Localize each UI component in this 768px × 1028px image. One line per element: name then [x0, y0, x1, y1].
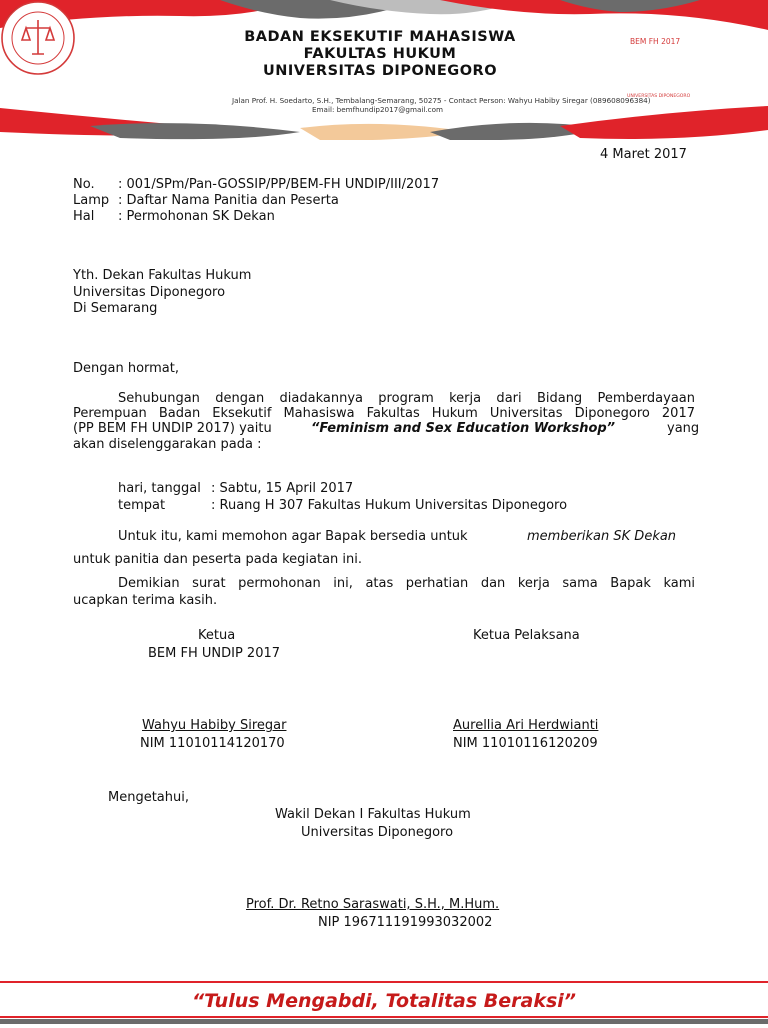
sig-right-title1: Ketua Pelaksana	[473, 628, 580, 643]
event-label-date: hari, tanggal	[118, 481, 201, 496]
recipient-line3: Di Semarang	[73, 301, 158, 316]
org-email: Email: bemfhundip2017@gmail.com	[312, 105, 444, 114]
letter-date: 4 Maret 2017	[600, 147, 687, 162]
dean-name: Prof. Dr. Retno Saraswati, S.H., M.Hum.	[246, 897, 500, 912]
event-value-date: : Sabtu, 15 April 2017	[211, 481, 354, 496]
para1-line3-end: yang	[667, 421, 700, 436]
dean-title1: Wakil Dekan I Fakultas Hukum	[275, 807, 471, 822]
dean-title2: Universitas Diponegoro	[301, 825, 454, 840]
undip-logo-text-bottom: SEMARANG	[96, 92, 135, 99]
greeting: Dengan hormat,	[73, 361, 180, 376]
recipient-line1: Yth. Dekan Fakultas Hukum	[73, 268, 252, 283]
meta-label-no: No.	[73, 177, 95, 192]
recipient-line2: Universitas Diponegoro	[73, 285, 226, 300]
para2-line1: Untuk itu, kami memohon agar Bapak bersedia untuk	[118, 529, 468, 544]
org-name-line3: UNIVERSITAS DIPONEGORO	[262, 63, 498, 79]
para1-line3: (PP BEM FH UNDIP 2017) yaitu	[73, 421, 272, 436]
para3-line2: ucapkan terima kasih.	[73, 593, 218, 608]
para1-line1: Sehubungan dengan diadakannya program kerja dari Bidang Pemberdayaan	[118, 391, 695, 406]
dean-nip: NIP 196711191993032002	[318, 915, 493, 930]
para1-line2: Perempuan Badan Eksekutif Mahasiswa Fakultas Hukum Universitas Diponegoro 2017	[73, 406, 695, 421]
bem-fh-logo	[0, 0, 76, 76]
acknowledge-label: Mengetahui,	[108, 790, 189, 805]
para2-line2: untuk panitia dan peserta pada kegiatan ini.	[73, 552, 362, 567]
sig-left-name: Wahyu Habiby Siregar	[142, 718, 287, 733]
meta-value-no: : 001/SPm/Pan-GOSSIP/PP/BEM-FH UNDIP/III/2017	[118, 177, 440, 192]
org-name-line1: BADAN EKSEKUTIF MAHASISWA	[244, 29, 516, 45]
event-label-place: tempat	[118, 498, 166, 513]
sig-left-title1: Ketua	[198, 628, 236, 643]
para1-line4: akan diselenggarakan pada :	[73, 437, 262, 452]
sig-left-nim: NIM 11010114120170	[140, 736, 285, 751]
meta-label-lamp: Lamp	[73, 193, 110, 208]
para3-line1: Demikian surat permohonan ini, atas perhatian dan kerja sama Bapak kami	[118, 576, 695, 591]
bem-logo-text-top: BEM FH 2017	[630, 37, 681, 46]
para2-emphasis: memberikan SK Dekan	[527, 529, 677, 544]
event-title: “Feminism and Sex Education Workshop”	[311, 421, 616, 436]
meta-value-hal: : Permohonan SK Dekan	[118, 209, 275, 224]
sig-right-nim: NIM 11010116120209	[453, 736, 598, 751]
sig-right-name: Aurellia Ari Herdwianti	[453, 718, 599, 733]
footer-slogan: “Tulus Mengabdi, Totalitas Beraksi”	[191, 990, 577, 1012]
sig-left-title2: BEM FH UNDIP 2017	[148, 646, 281, 661]
meta-value-lamp: : Daftar Nama Panitia dan Peserta	[118, 193, 339, 208]
org-name-line2: FAKULTAS HUKUM	[303, 46, 457, 62]
event-value-place: : Ruang H 307 Fakultas Hukum Universitas Diponegoro	[211, 498, 568, 513]
org-address: Jalan Prof. H. Soedarto, S.H., Tembalang-Semarang, 50275 - Contact Person: Wahyu Habiby Siregar (089608096384)	[232, 96, 651, 105]
bem-logo-text-bottom: UNIVERSITAS DIPONEGORO	[627, 94, 691, 99]
letterhead	[0, 0, 768, 140]
meta-label-hal: Hal	[73, 209, 95, 224]
